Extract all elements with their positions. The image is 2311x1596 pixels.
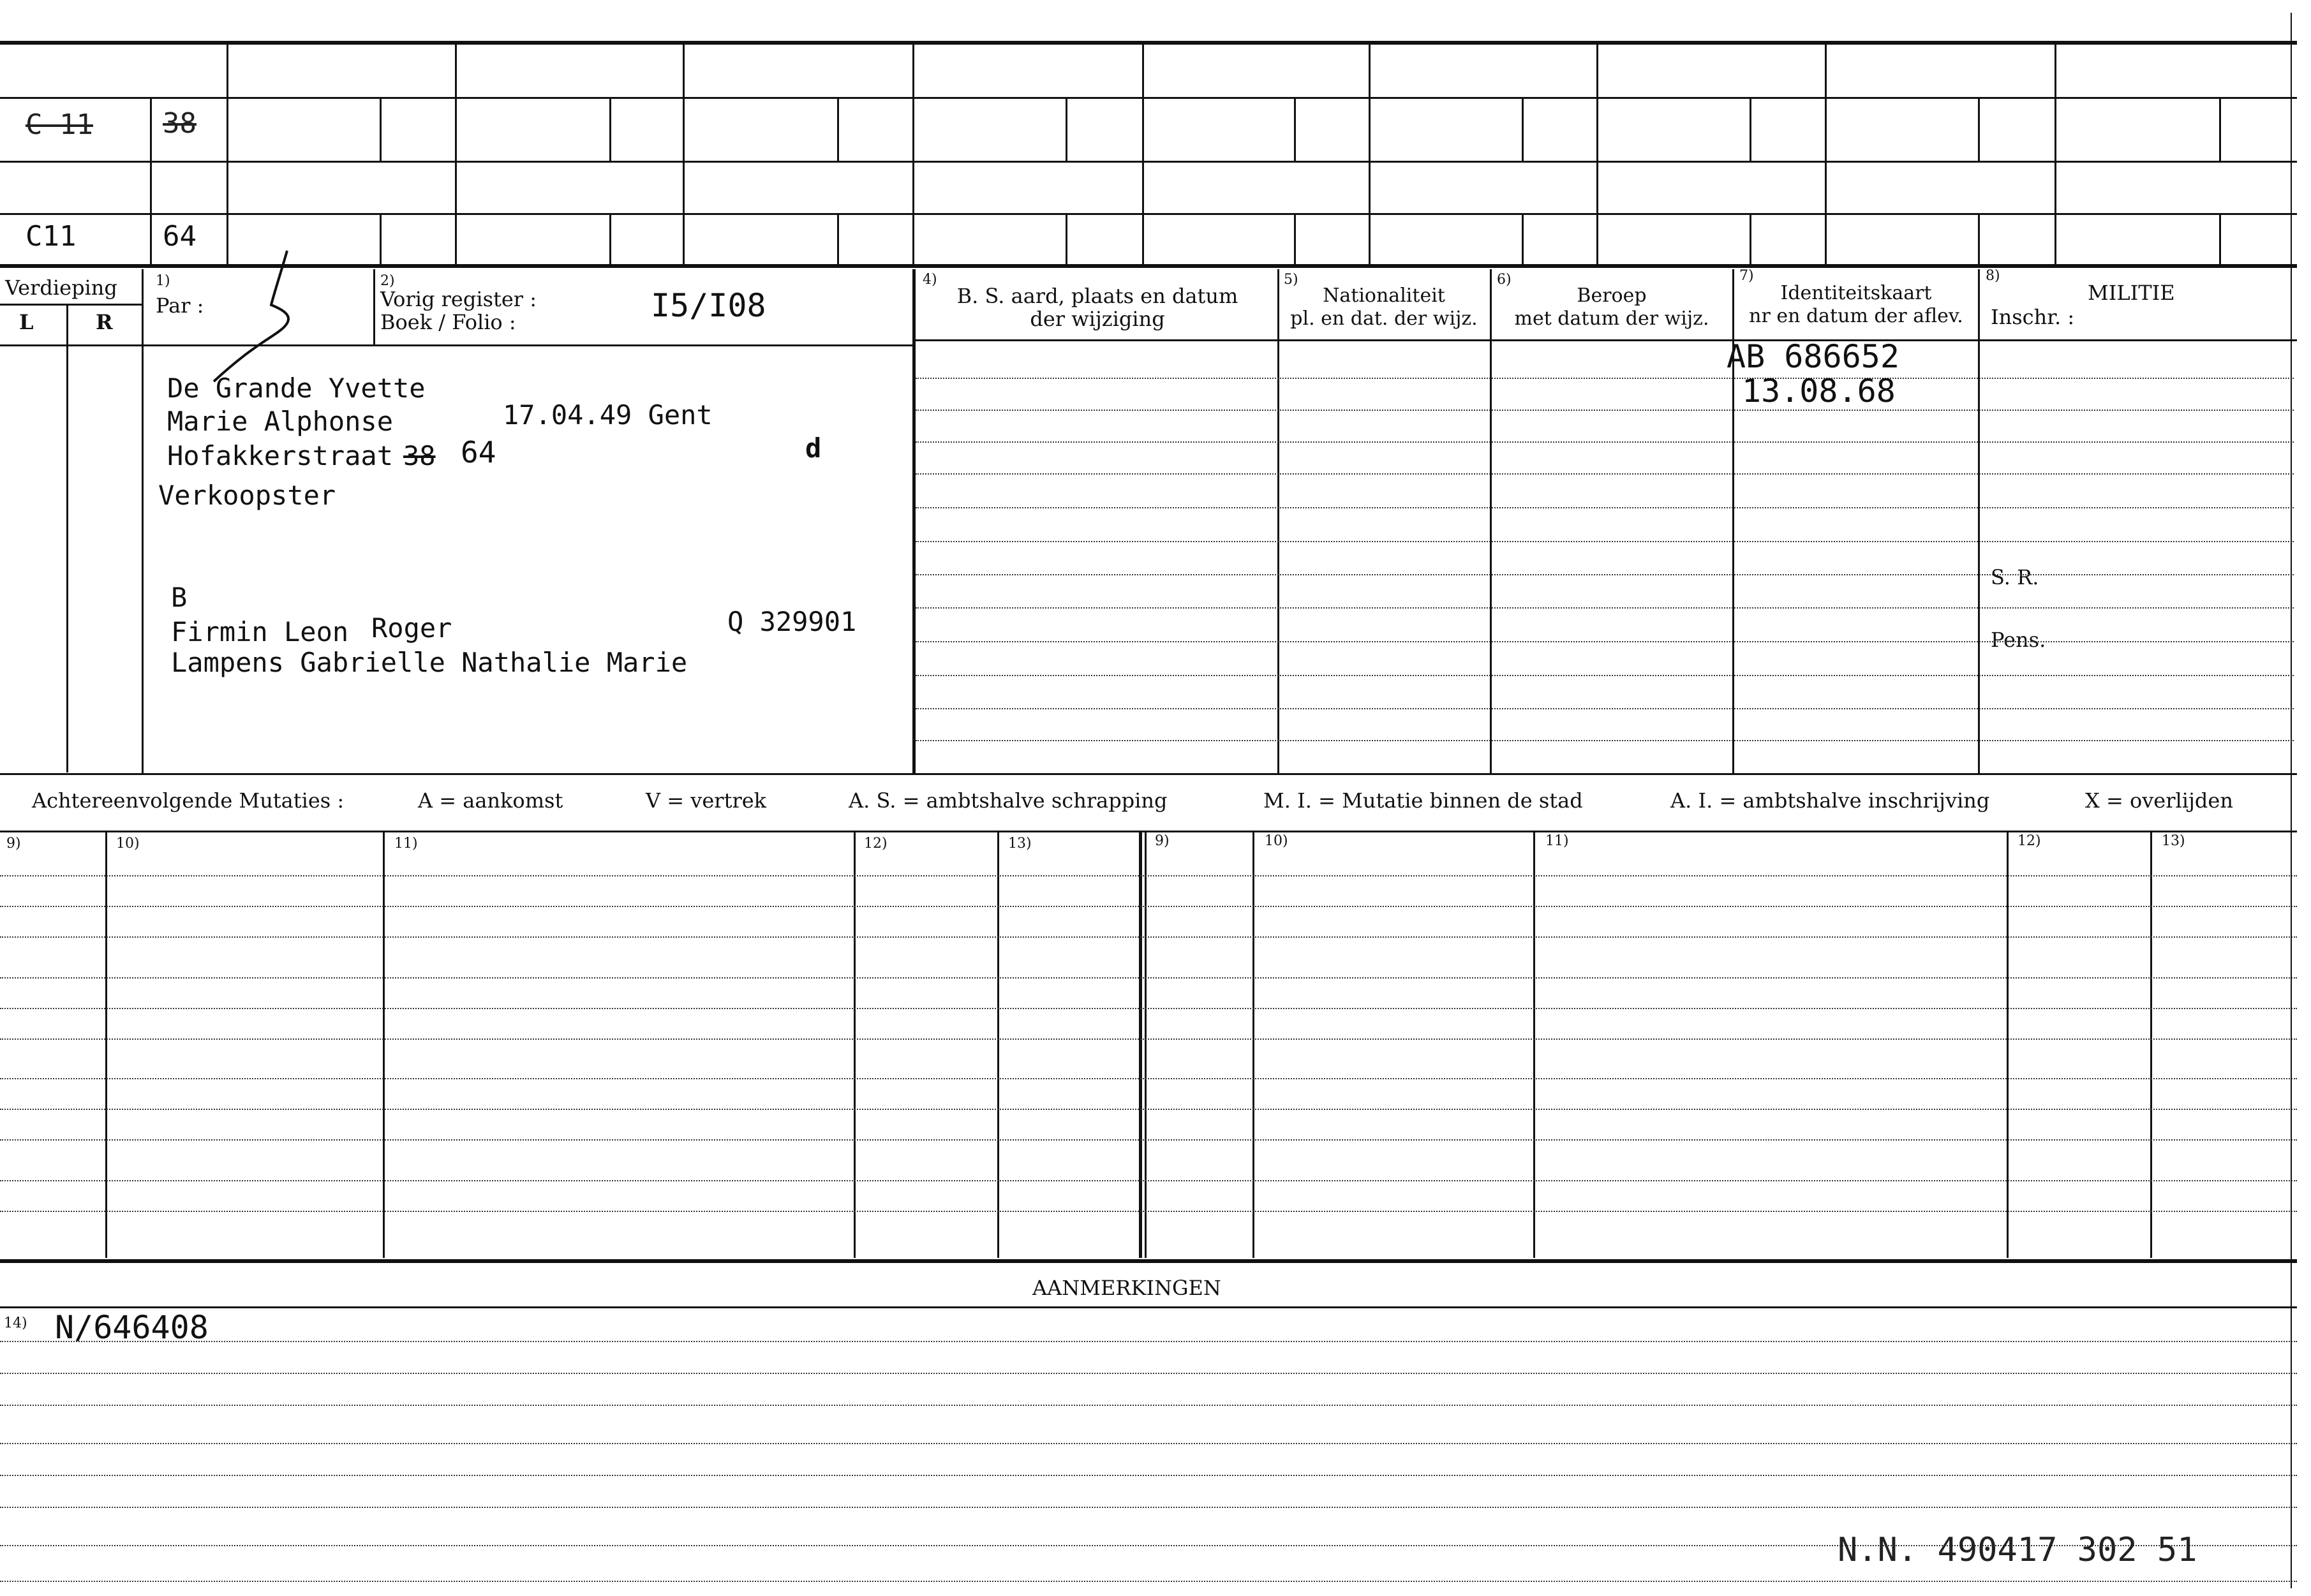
person-middle-names: Marie Alphonse [167,406,394,437]
boek-folio-label: Boek / Folio : [380,310,516,334]
verdieping-label: Verdieping [5,276,117,300]
right-edge [2291,13,2292,1588]
current-number: 64 [163,220,197,253]
father-name: Firmin Leon [171,616,349,647]
identiteitskaart-header: Identiteitskaart nr en datum der aflev. [1749,282,1963,327]
identity-card-date: 13.08.68 [1742,373,1896,410]
nationaliteit-header: Nationaliteit pl. en dat. der wijz. [1290,284,1478,330]
legend-title: Achtereenvolgende Mutaties : [32,788,345,813]
sr-label: S. R. [1991,565,2039,589]
mother-name: Lampens Gabrielle Nathalie Marie [171,647,688,678]
remarks-title: AANMERKINGEN [1032,1276,1221,1300]
verdieping-right: R [96,310,113,334]
person-occupation: Verkoopster [158,480,336,511]
bs-header: B. S. aard, plaats en datum der wijziging [956,284,1238,331]
national-number: N.N. 490417 302 51 [1838,1531,2197,1569]
person-marker: d [805,432,822,464]
beroep-header: Beroep met datum der wijz. [1514,284,1709,330]
registration-card: C 11 38 C11 64 Verdieping L R 1) Par : 2) Vorig register : Boek / Folio : I5/I08 4) B. S. aard, plaats en datum der wijziging 5) Nationaliteit pl. en dat. der wijz. 6) Beroep met datum der wijz. 7) Identiteitskaart nr en datum der aflev. 8) MILITIE Inschr. : S. R. Pens. De Grande Yvette Marie Alphonse 17.04.49 Gent Hofakkerstraat 38 64 d Verkoopster B Firmin Leon Roger Q 329901 Lampens Gabrielle Nathalie Marie AB 686652 13.08.68 Achtereenvolgende Mutaties : A = aankomst V = vertrek A. S. = ambtshalve schrapping M. I. = Mutatie binnen de stad A. I. = ambtshalve inschrijving X = overlijden 9) 10) 11) 12) 13) 9) 10) 11) 12) 13) AANMERKINGEN 14) N/646408 N.N. 490417 302 51 [0,0,2311,1596]
father-code: Q 329901 [727,606,857,637]
current-code: C11 [26,220,77,253]
person-birth: 17.04.49 Gent [503,399,713,431]
remarks-value: N/646408 [55,1309,209,1346]
person-name: De Grande Yvette [167,373,426,404]
old-number-struck: 38 [163,107,197,140]
top-border [0,41,2297,45]
old-code-struck: C 11 [26,108,93,141]
militie-label: MILITIE [2088,281,2175,305]
vorig-register-label: Vorig register : [380,287,537,311]
identity-card-number: AB 686652 [1727,338,1899,375]
person-new-house-number: 64 [461,435,496,469]
legend-item: A = aankomst [418,788,563,813]
legend-item: X = overlijden [2085,788,2233,813]
verdieping-left: L [19,310,34,334]
vorig-register-value: I5/I08 [651,287,766,324]
inschr-label: Inschr. : [1991,305,2075,329]
legend-item: M. I. = Mutatie binnen de stad [1263,788,1583,813]
person-street: Hofakkerstraat [167,440,394,471]
legend-item: V = vertrek [646,788,767,813]
legend-item: A. S. = ambtshalve schrapping [849,788,1168,813]
father-extra-name: Roger [371,612,452,644]
person-status: B [171,582,188,613]
legend-item: A. I. = ambtshalve inschrijving [1670,788,1990,813]
person-old-house-number: 38 [403,440,436,471]
par-label: Par : [156,293,204,318]
pens-label: Pens. [1991,628,2046,652]
